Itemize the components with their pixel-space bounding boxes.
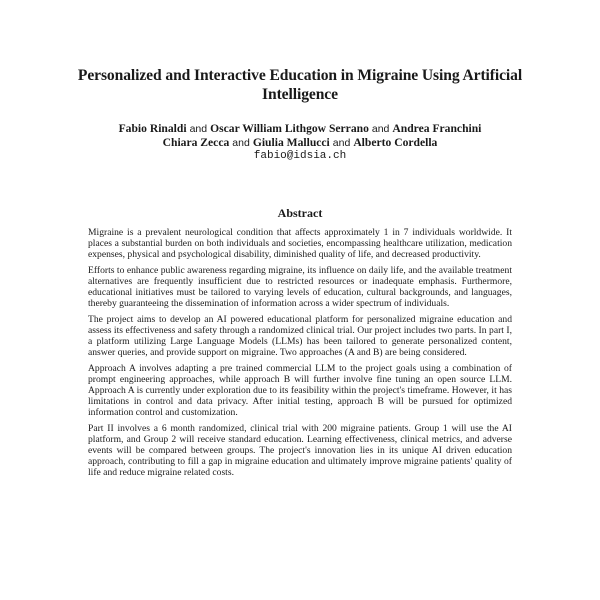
author-line-2: [40, 136, 560, 150]
author-line-1: [40, 122, 560, 136]
paper-title: Personalized and Interactive Education in Migraine Using Artificial Intelligence: [77, 67, 523, 103]
abstract-paragraph: The project aims to develop an AI powered educational platform for personalized migraine education and assess its effectiveness and safety through a randomized clinical trial. Our project includes two parts. In part I, a platform utilizing Large Language Models (LLMs) has been tailored to generate personalized content, answer queries, and provide support on migraine. Two approaches (A and B) are being considered.: [88, 314, 512, 358]
author-email: fabio@idsia.ch: [253, 150, 347, 162]
abstract-paragraph: Approach A involves adapting a pre trained commercial LLM to the project goals using a combination of prompt engineering approaches, while approach B will further involve fine tuning an open source LLM. Approach A is currently under exploration due to its feasibility within the project's timeframe. However, it has limitations in control and data privacy. After initial testing, approach B will be pursued for optimized information control and customization.: [88, 363, 512, 418]
author-name: Fabio Rinaldi: [118, 122, 187, 135]
author-block: [40, 122, 560, 163]
abstract-body: [88, 227, 512, 483]
author-conjunction: and: [332, 137, 351, 149]
abstract-heading: Abstract: [277, 206, 323, 220]
author-name: Chiara Zecca: [162, 136, 230, 149]
author-name: Andrea Franchini: [392, 122, 482, 135]
author-conjunction: and: [371, 123, 390, 135]
author-conjunction: and: [232, 137, 250, 149]
abstract-paragraph: Efforts to enhance public awareness regarding migraine, its influence on daily life, and the available treatment alternatives are frequently insufficient due to restricted resources or inadequate emphasis. Furthermore, educational initiatives must be tailored to varying levels of education, cultural backgrounds, and languages, thereby guaranteeing the dissemination of information across a wider spectrum of individuals.: [88, 265, 512, 309]
abstract-paragraph: Migraine is a prevalent neurological condition that affects approximately 1 in 7 individuals worldwide. It places a substantial burden on both individuals and societies, encompassing healthcare utilization, medication expenses, physical and psychological disability, diminished quality of life, and decreased productivity.: [88, 227, 512, 260]
author-conjunction: and: [189, 123, 208, 135]
author-name: Giulia Mallucci: [252, 136, 330, 149]
author-name: Alberto Cordella: [353, 136, 438, 149]
abstract-paragraph: Part II involves a 6 month randomized, clinical trial with 200 migraine patients. Group 1 will use the AI platform, and Group 2 will receive standard education. Learning effectiveness, clinical metrics, and adverse events will be compared between groups. The project's innovation lies in its unique AI driven education approach, contributing to fill a gap in migraine education and ultimately improve migraine patients' quality of life and reduce migraine related costs.: [88, 423, 512, 478]
author-name: Oscar William Lithgow Serrano: [210, 122, 369, 135]
